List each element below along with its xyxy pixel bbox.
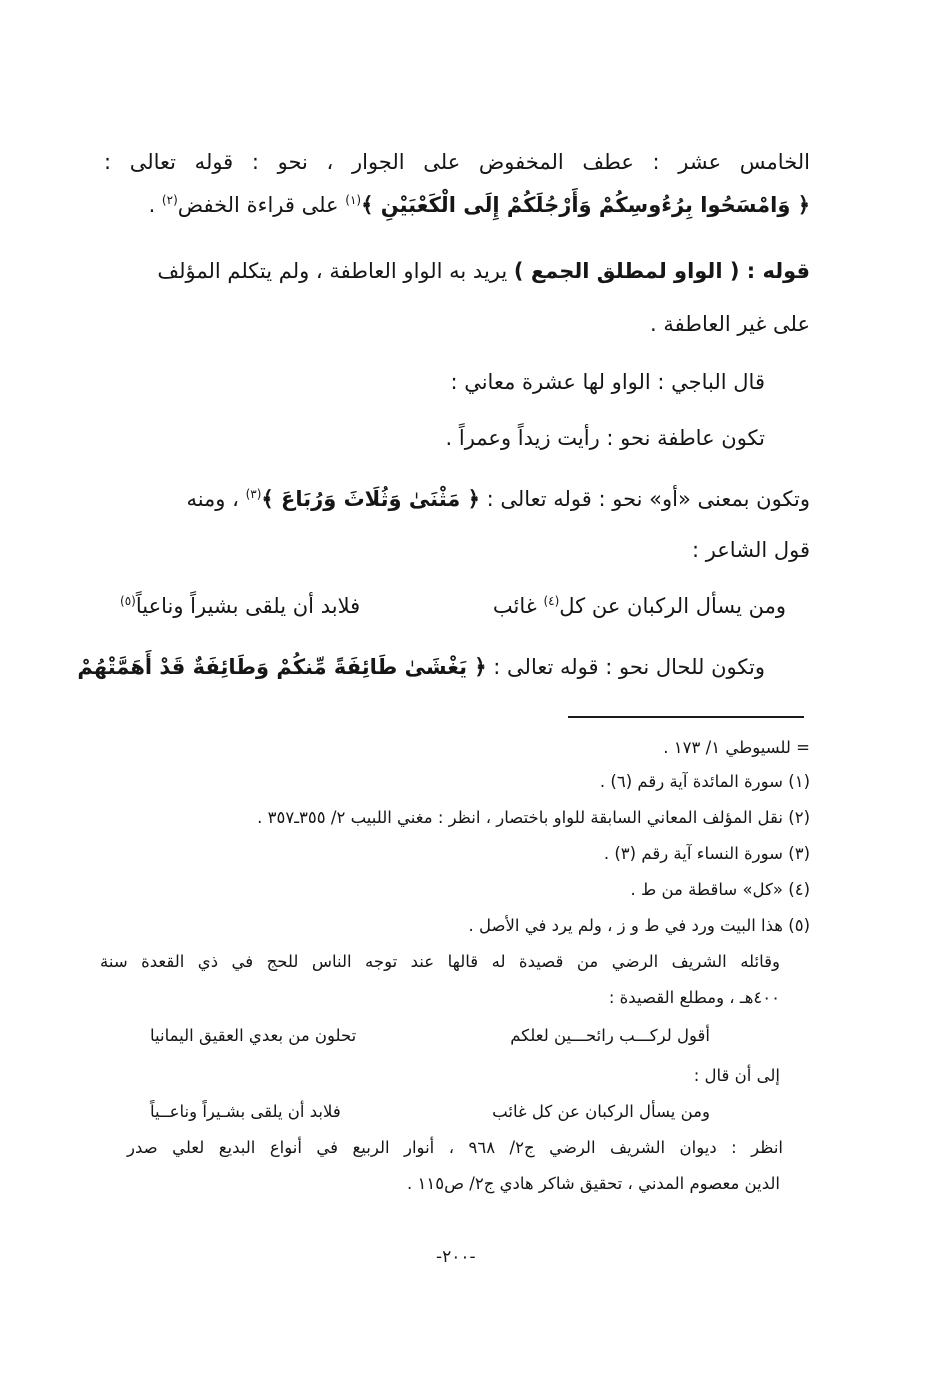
page-number: -٢٠٠- [436, 1247, 476, 1267]
footnote-5-line-3 [609, 988, 780, 1007]
footnote-1 [600, 772, 810, 791]
body-line-7 [104, 487, 810, 511]
body-line-5 [105, 370, 765, 394]
body-line-2-end: . [148, 193, 162, 217]
footnote-5-line-7-text: انظر : ديوان الشريف الرضي ج٢/ ٩٦٨ ، أنوار الربيع في أنواع البديع لعلي صدر [127, 1138, 783, 1157]
poem-verse-1 [120, 594, 816, 624]
body-line-7-text: وتكون بمعنى «أو» نحو : قوله تعالى : [479, 487, 810, 511]
body-line-1 [104, 150, 810, 174]
body-line-4 [104, 312, 810, 336]
poem-verse-2 [150, 1026, 710, 1052]
body-line-2-text: على قراءة الخفض [177, 193, 346, 217]
verse-1-right-hemistich [493, 594, 786, 618]
verse-1-left-hemistich [120, 594, 360, 618]
verse-3-right-hemistich: ومن يسأل الركبان عن كل غائب [492, 1102, 710, 1121]
footnote-separator [568, 716, 804, 718]
footnote-ref-4: (٤) [543, 594, 560, 608]
footnote-ref-2: (٢) [161, 193, 178, 207]
body-line-3-text: يريد به الواو العاطفة ، ولم يتكلم المؤلف [157, 259, 514, 283]
footnote-1-text: (١) سورة المائدة آية رقم (٦) . [599, 772, 810, 791]
footnote-5-text: (٥) هذا البيت ورد في ط و ز ، ولم يرد في الأصل . [468, 916, 810, 935]
body-line-4-text: على غير العاطفة . [650, 312, 810, 336]
verse-1-right-end: غائب [492, 594, 544, 618]
footnote-5-line-8-text: الدين معصوم المدني ، تحقيق شاكر هادي ج٢/ ص١١٥ . [407, 1174, 780, 1193]
footnote-5-line-5-text: إلى أن قال : [693, 1066, 780, 1085]
body-line-3 [104, 259, 810, 283]
footnote-ref-5: (٥) [120, 594, 136, 608]
footnote-continuation-text: = للسيوطي ١/ ١٧٣ . [663, 738, 810, 757]
footnote-5-line-5 [694, 1066, 780, 1085]
quoted-phrase: ( الواو لمطلق الجمع ) [513, 259, 740, 283]
verse-2-right-hemistich: أقول لركـــب رائحـــين لعلكم [510, 1026, 710, 1045]
quran-verse-maidah: ﴿ وَامْسَحُوا بِرُءُوسِكُمْ وَأَرْجُلَكُمْ إِلَى الْكَعْبَيْنِ ﴾ [361, 193, 810, 217]
body-line-8 [104, 538, 810, 562]
footnote-4-text: (٤) «كل» ساقطة من ط . [630, 880, 810, 899]
footnote-4 [630, 880, 810, 899]
body-line-7-end: ، ومنه [186, 487, 246, 511]
footnote-ref-1: (١) [345, 193, 362, 207]
footnote-continuation [663, 738, 810, 757]
footnote-3-text: (٣) سورة النساء آية رقم (٣) . [603, 844, 810, 863]
footnote-ref-3: (٣) [245, 487, 262, 501]
body-line-10-text: وتكون للحال نحو : قوله تعالى : [486, 655, 765, 679]
qawluhu-lead: قوله : [739, 259, 810, 283]
body-line-10 [77, 655, 765, 679]
body-line-6 [105, 426, 765, 450]
poem-verse-3 [150, 1102, 710, 1128]
body-line-5-text: قال الباجي : الواو لها عشرة معاني : [450, 370, 765, 394]
footnote-5-line-3-text: ٤٠٠هـ ، ومطلع القصيدة : [608, 988, 780, 1007]
verse-3-left-hemistich: فلابد أن يلقى بشـيراً وناعــياً [150, 1102, 341, 1121]
quran-verse-al-imran: ﴿ يَغْشَىٰ طَائِفَةً مِّنكُمْ وَطَائِفَةٌ قَدْ أَهَمَّتْهُمْ [77, 655, 487, 679]
footnote-5-line-7 [127, 1138, 783, 1157]
body-line-2 [104, 193, 810, 217]
footnote-5-line-2-text: وقائله الشريف الرضي من قصيدة له قالها عند توجه الناس للحج في ذي القعدة سنة [100, 952, 780, 971]
footnote-2-text: (٢) نقل المؤلف المعاني السابقة للواو باختصار ، انظر : مغني اللبيب ٢/ ٣٥٥ـ٣٥٧ . [257, 808, 810, 827]
body-line-6-text: تكون عاطفة نحو : رأيت زيداً وعمراً . [445, 426, 765, 450]
footnote-5-line-8 [407, 1174, 780, 1193]
quran-verse-nisa: ﴿ مَثْنَىٰ وَثُلَاثَ وَرُبَاعَ ﴾ [261, 487, 480, 511]
footnote-5-line-2 [100, 952, 780, 971]
body-line-8-text: قول الشاعر : [691, 538, 810, 562]
footnote-2 [257, 808, 810, 827]
verse-1-right-text: ومن يسأل الركبان عن كل [559, 594, 786, 618]
verse-2-left-hemistich: تحلون من بعدي العقيق اليمانيا [150, 1026, 357, 1045]
footnote-5 [468, 916, 810, 935]
body-line-1-text: الخامس عشر : عطف المخفوض على الجوار ، نحو : قوله تعالى : [104, 150, 810, 174]
verse-1-left-text: فلابد أن يلقى بشيراً وناعياً [135, 594, 361, 618]
footnote-3 [604, 844, 810, 863]
